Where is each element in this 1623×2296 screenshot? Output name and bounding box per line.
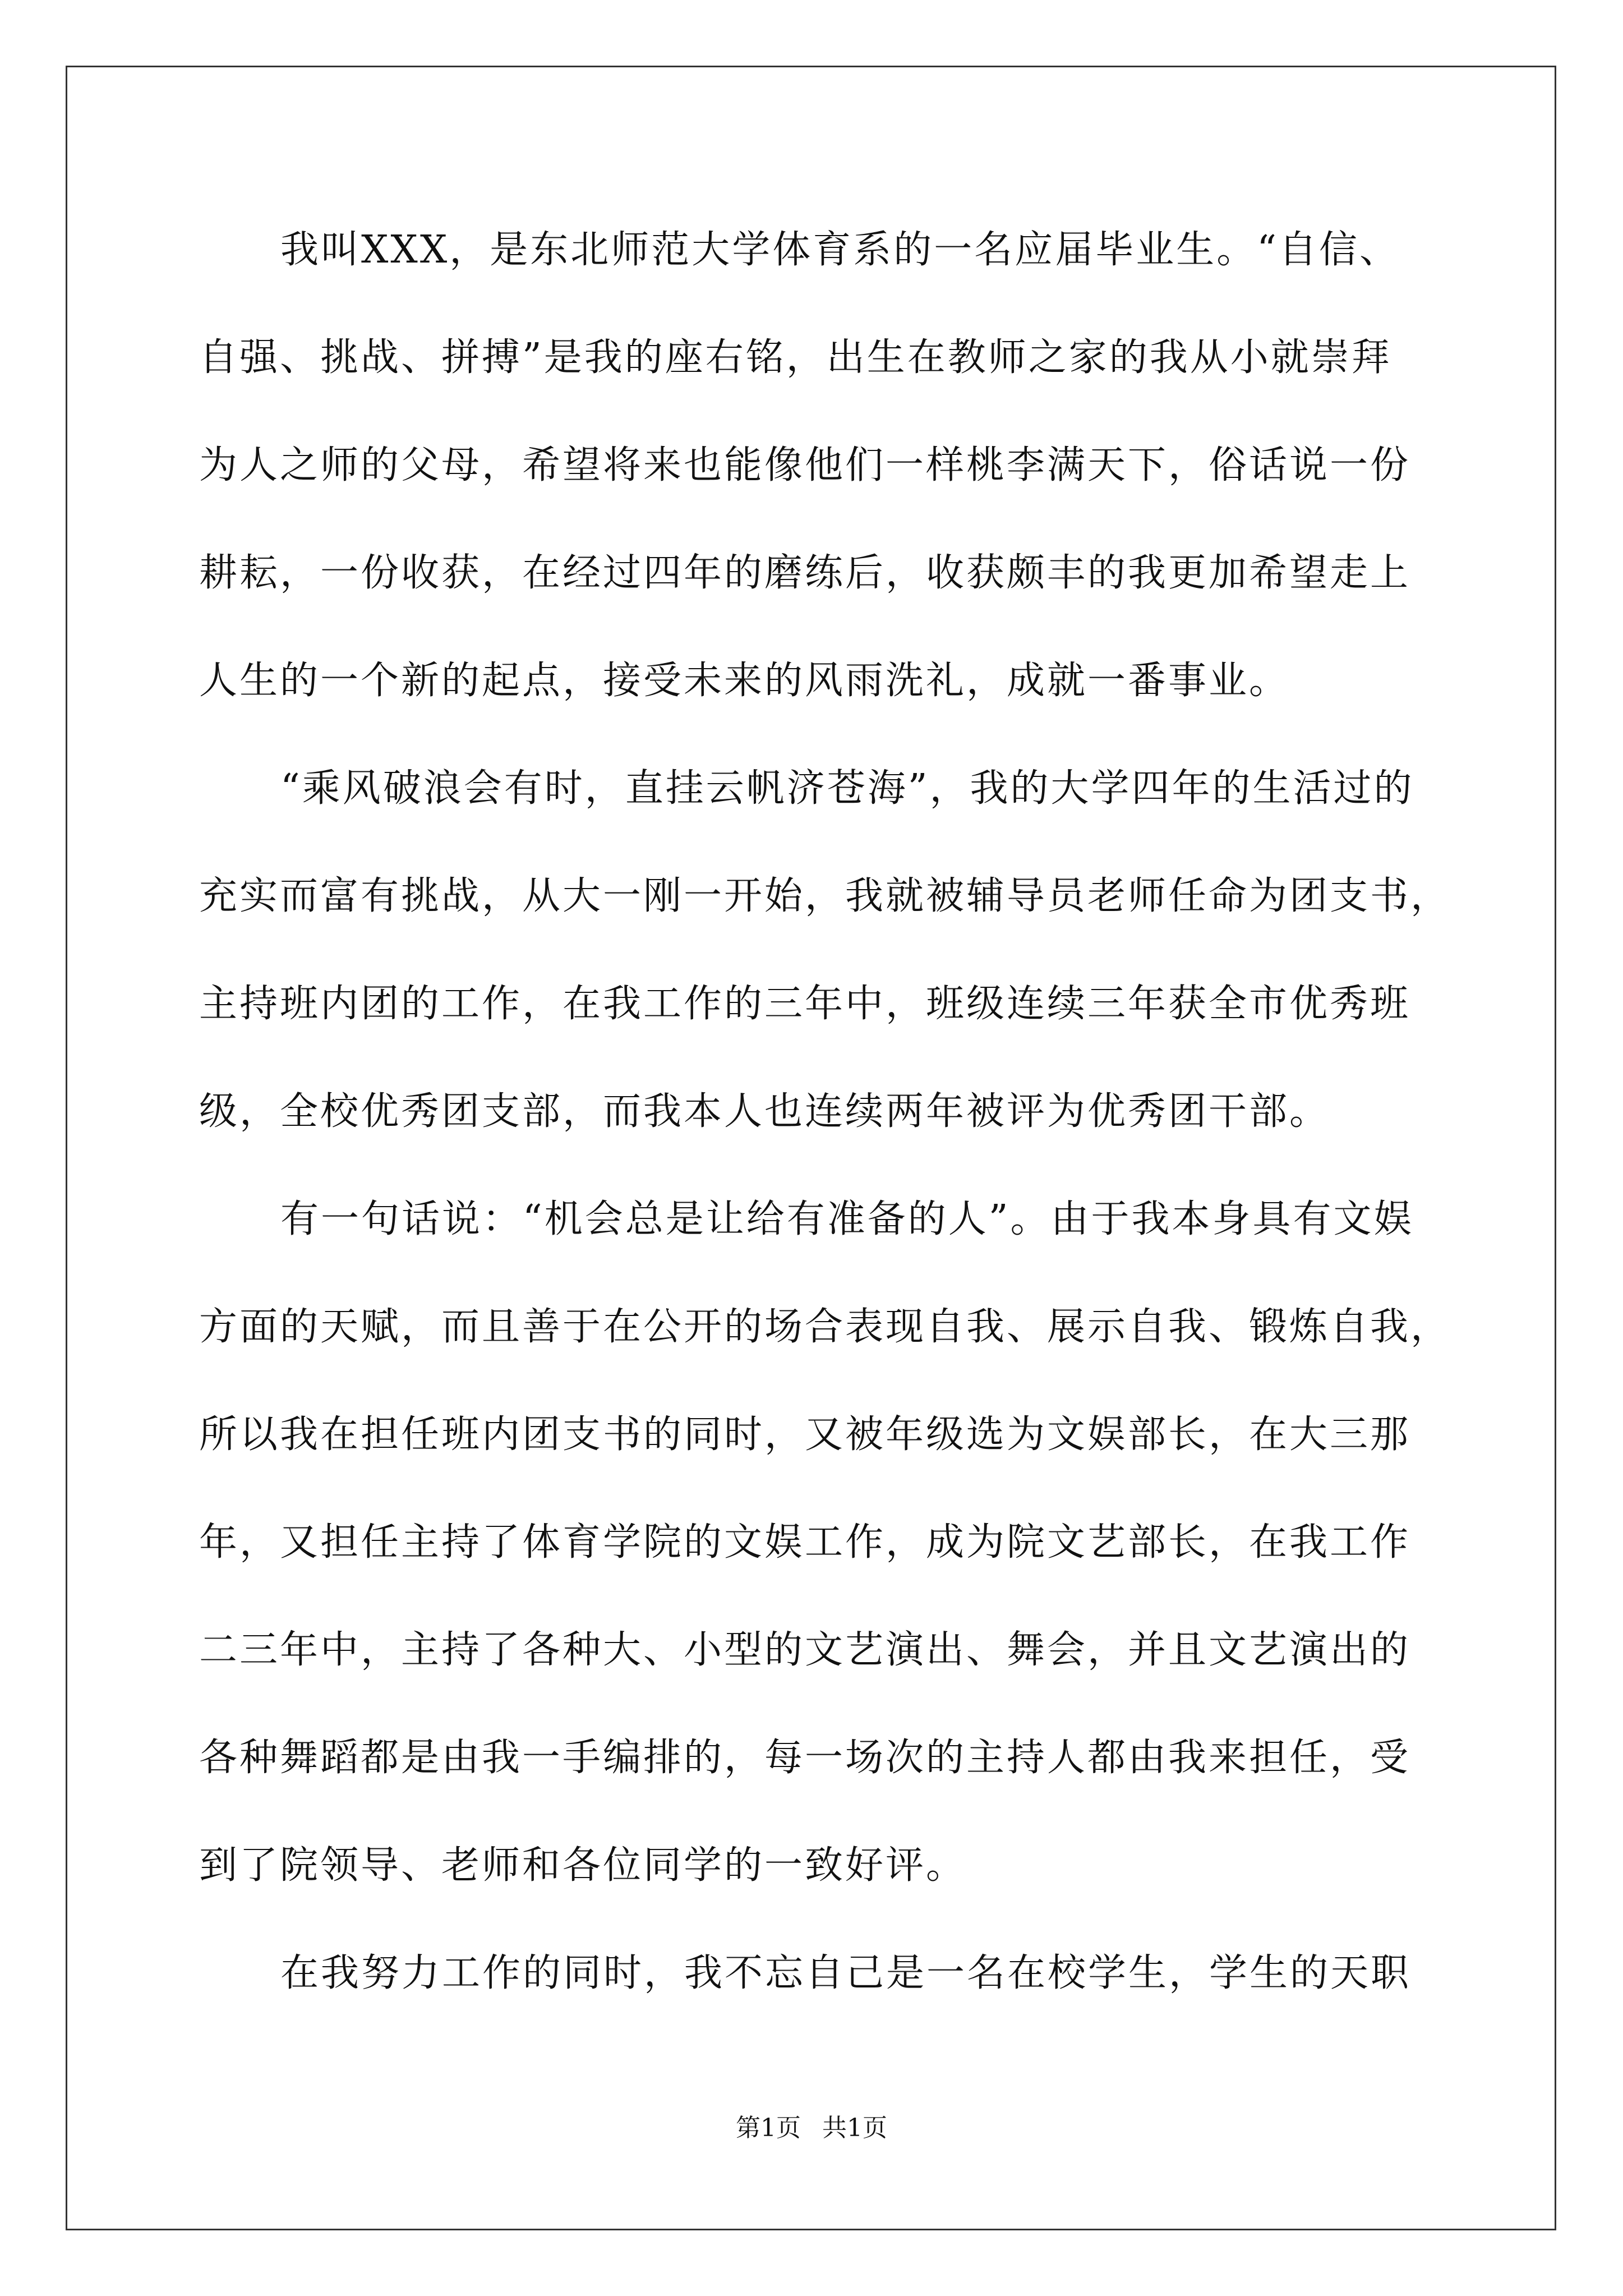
page-number: 第1页 (736, 2114, 801, 2142)
paragraph-3-line-1: 有一句话说：“机会总是让给有准备的人”。由于我本身具有文娱 (280, 1197, 1414, 1241)
paragraph-2-line-3: 主持班内团的工作，在我工作的三年中，班级连续三年获全市优秀班 (199, 982, 1411, 1026)
page-border (66, 66, 1556, 2230)
paragraph-3-line-2: 方面的天赋，而且善于在公开的场合表现自我、展示自我、锻炼自我， (199, 1305, 1451, 1349)
paragraph-3-line-4: 年，又担任主持了体育学院的文娱工作，成为院文艺部长，在我工作 (199, 1520, 1411, 1565)
paragraph-1-line-2: 自强、挑战、拼搏”是我的座右铭，出生在教师之家的我从小就崇拜 (199, 335, 1392, 380)
paragraph-1-line-1: 我叫XXX，是东北师范大学体育系的一名应届毕业生。“自信、 (280, 228, 1400, 272)
paragraph-1-line-3: 为人之师的父母，希望将来也能像他们一样桃李满天下，俗话说一份 (199, 443, 1411, 487)
paragraph-4-line-1: 在我努力工作的同时，我不忘自己是一名在校学生，学生的天职 (280, 1951, 1412, 1995)
paragraph-2-line-2: 充实而富有挑战，从大一刚一开始，我就被辅导员老师任命为团支书， (199, 874, 1451, 918)
paragraph-3-line-5: 二三年中，主持了各种大、小型的文艺演出、舞会，并且文艺演出的 (199, 1628, 1411, 1672)
page-total: 共1页 (822, 2114, 887, 2142)
page-footer (0, 2116, 1623, 2141)
paragraph-1-line-5: 人生的一个新的起点，接受未来的风雨洗礼，成就一番事业。 (199, 659, 1290, 703)
paragraph-3-line-6: 各种舞蹈都是由我一手编排的，每一场次的主持人都由我来担任，受 (199, 1736, 1411, 1780)
paragraph-1-line-4: 耕耘，一份收获，在经过四年的磨练后，收获颇丰的我更加希望走上 (199, 551, 1411, 595)
paragraph-2-line-4: 级，全校优秀团支部，而我本人也连续两年被评为优秀团干部。 (199, 1089, 1330, 1134)
paragraph-2-line-1: “乘风破浪会有时，直挂云帆济苍海”，我的大学四年的生活过的 (280, 766, 1414, 811)
paragraph-3-line-3: 所以我在担任班内团支书的同时，又被年级选为文娱部长，在大三那 (199, 1412, 1411, 1457)
paragraph-3-line-7: 到了院领导、老师和各位同学的一致好评。 (199, 1843, 967, 1888)
